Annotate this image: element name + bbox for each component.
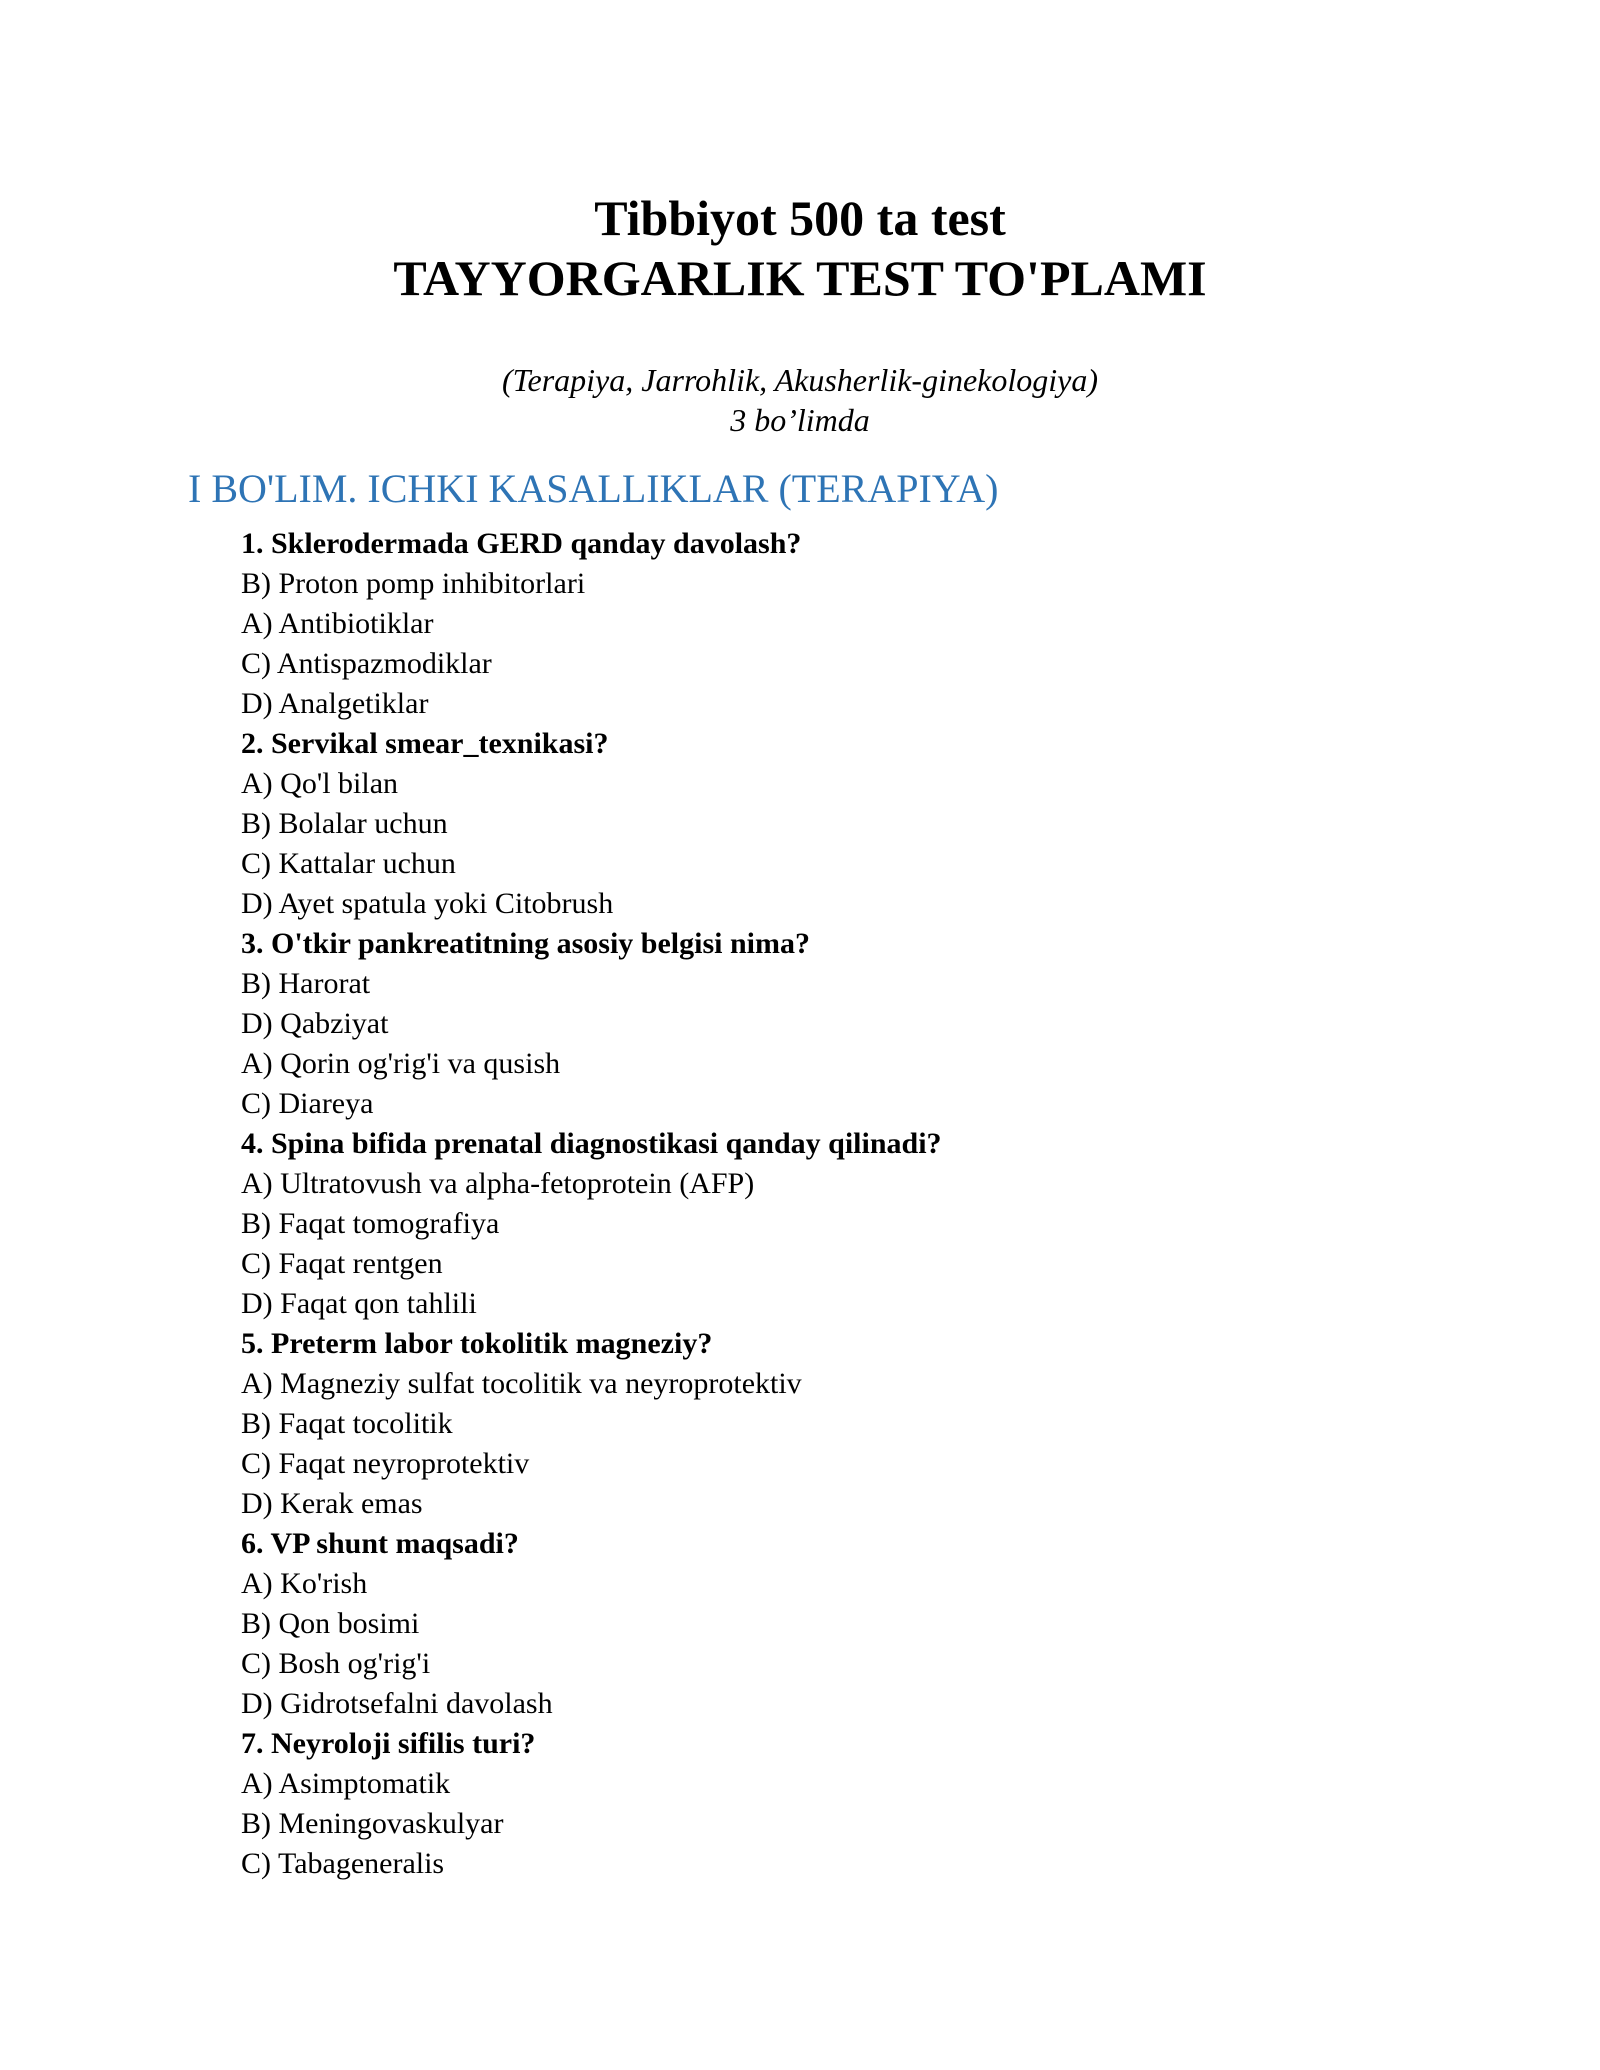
- answer-option: D) Qabziyat: [241, 1007, 389, 1040]
- answer-option: D) Analgetiklar: [241, 687, 429, 720]
- document-subtitle-parts: 3 bo’limda: [730, 402, 870, 438]
- answer-option: B) Bolalar uchun: [241, 807, 448, 840]
- answer-option: D) Faqat qon tahlili: [241, 1287, 477, 1320]
- question-item: [241, 1124, 1441, 1324]
- answer-option: C) Antispazmodiklar: [241, 647, 492, 680]
- question-item: [241, 524, 1441, 724]
- question-list: [241, 524, 1441, 1884]
- subtitle-block: [0, 360, 1600, 440]
- question-item: [241, 1724, 1441, 1884]
- document-title: Tibbiyot 500 ta test: [594, 190, 1006, 246]
- answer-option: C) Kattalar uchun: [241, 847, 456, 880]
- answer-option: B) Meningovaskulyar: [241, 1807, 504, 1840]
- document-subtitle: (Terapiya, Jarrohlik, Akusherlik-ginekologiya): [501, 362, 1099, 398]
- question-text: 1. Sklerodermada GERD qanday davolash?: [241, 527, 802, 560]
- question-text: 6. VP shunt maqsadi?: [241, 1527, 519, 1560]
- answer-option: B) Qon bosimi: [241, 1607, 420, 1640]
- answer-option: A) Qo'l bilan: [241, 767, 399, 800]
- question-item: [241, 724, 1441, 924]
- question-text: 3. O'tkir pankreatitning asosiy belgisi nima?: [241, 927, 810, 960]
- answer-option: D) Kerak emas: [241, 1487, 423, 1520]
- answer-option: D) Ayet spatula yoki Citobrush: [241, 887, 614, 920]
- answer-option: B) Faqat tomografiya: [241, 1207, 500, 1240]
- answer-option: A) Qorin og'rig'i va qusish: [241, 1047, 561, 1080]
- answer-option: B) Proton pomp inhibitorlari: [241, 567, 586, 600]
- answer-option: A) Antibiotiklar: [241, 607, 434, 640]
- answer-option: A) Magneziy sulfat tocolitik va neyroprotektiv: [241, 1367, 802, 1400]
- answer-option: C) Diareya: [241, 1087, 374, 1120]
- answer-option: A) Ko'rish: [241, 1567, 368, 1600]
- question-text: 5. Preterm labor tokolitik magneziy?: [241, 1327, 713, 1360]
- answer-option: A) Ultratovush va alpha-fetoprotein (AFP): [241, 1167, 755, 1200]
- answer-option: C) Bosh og'rig'i: [241, 1647, 431, 1680]
- question-item: [241, 1524, 1441, 1724]
- answer-option: D) Gidrotsefalni davolash: [241, 1687, 553, 1720]
- answer-option: B) Faqat tocolitik: [241, 1407, 453, 1440]
- answer-option: B) Harorat: [241, 967, 371, 1000]
- title-block: [0, 188, 1600, 308]
- question-text: 2. Servikal smear_texnikasi?: [241, 727, 609, 760]
- answer-option: A) Asimptomatik: [241, 1767, 451, 1800]
- answer-option: C) Faqat neyroprotektiv: [241, 1447, 530, 1480]
- question-text: 4. Spina bifida prenatal diagnostikasi qanday qilinadi?: [241, 1127, 942, 1160]
- question-item: [241, 1324, 1441, 1524]
- section-heading: I BO'LIM. ICHKI KASALLIKLAR (TERAPIYA): [188, 466, 999, 511]
- question-item: [241, 924, 1441, 1124]
- document-title-secondary: TAYYORGARLIK TEST TO'PLAMI: [393, 250, 1207, 306]
- answer-option: C) Tabageneralis: [241, 1847, 445, 1880]
- question-text: 7. Neyroloji sifilis turi?: [241, 1727, 536, 1760]
- answer-option: C) Faqat rentgen: [241, 1247, 443, 1280]
